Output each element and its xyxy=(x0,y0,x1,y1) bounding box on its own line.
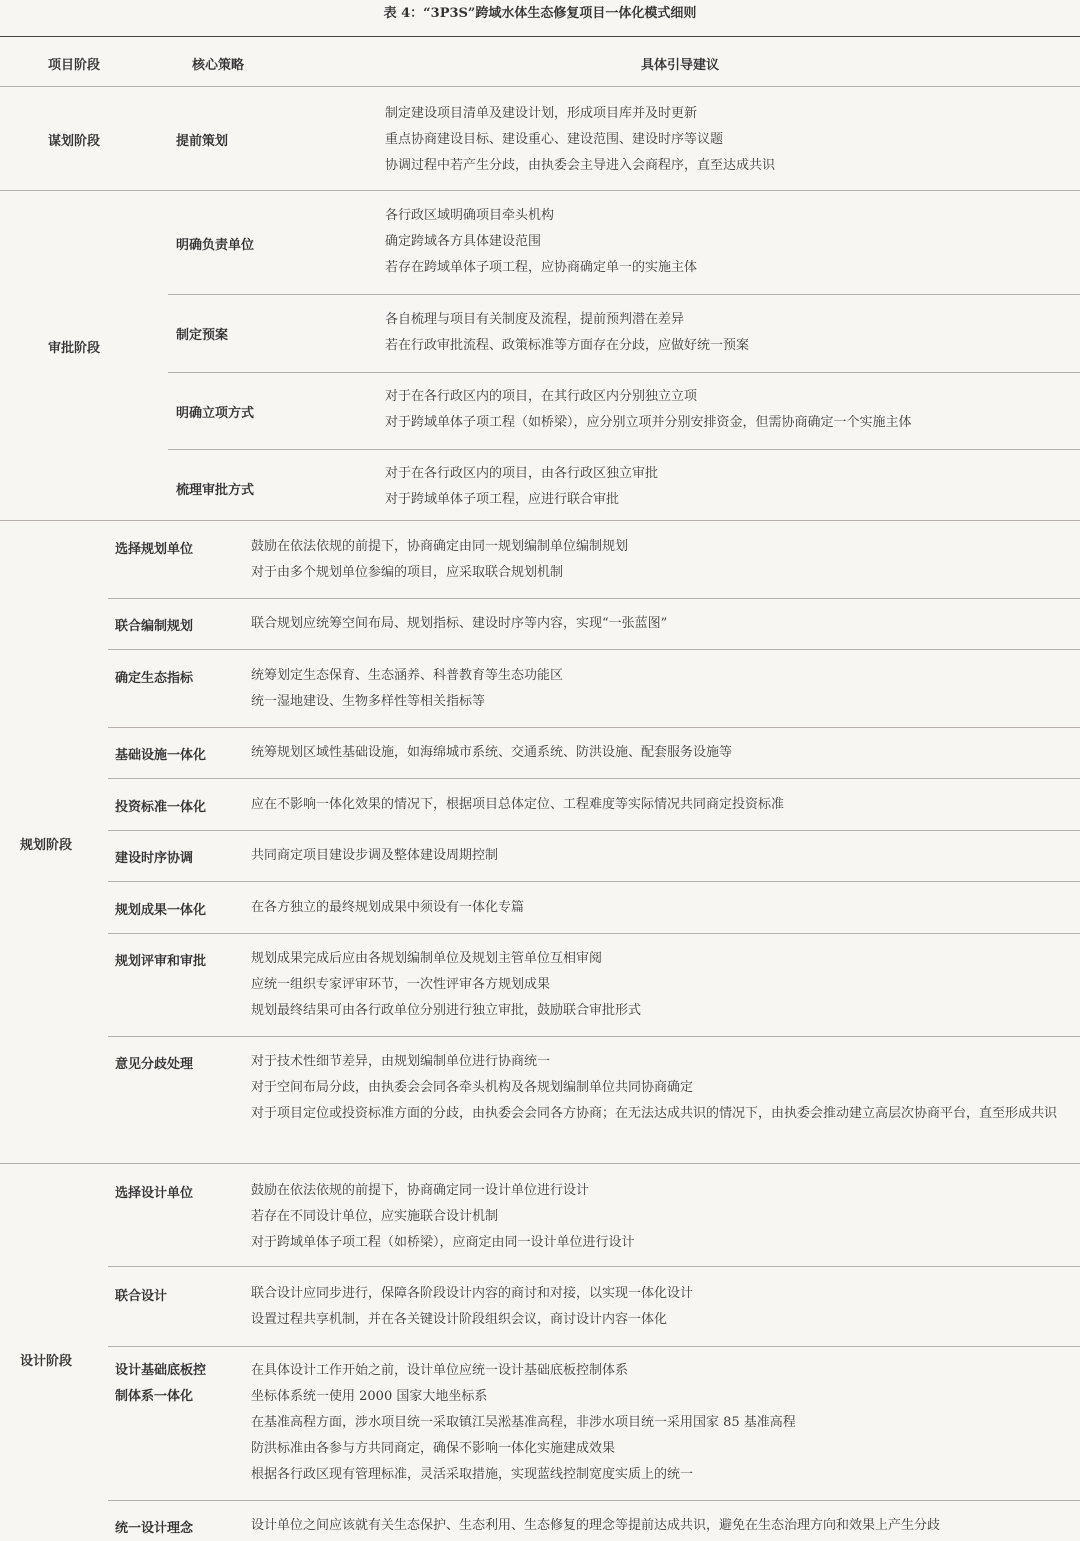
row-divider xyxy=(108,727,1080,728)
row-divider xyxy=(108,1036,1080,1037)
strategy-label-line: 设计基础底板控 xyxy=(115,1363,207,1378)
row-divider xyxy=(108,1500,1080,1501)
recommendation-item: 各行政区域明确项目牵头机构 xyxy=(385,208,555,223)
recommendation-item: 鼓励在依法依规的前提下，协商确定同一设计单位进行设计 xyxy=(251,1183,590,1198)
row-divider xyxy=(108,830,1080,831)
phase-divider xyxy=(0,190,1080,191)
recommendation-item: 应在不影响一体化效果的情况下，根据项目总体定位、工程难度等实际情况共同商定投资标准 xyxy=(251,797,785,812)
recommendation-item: 在各方独立的最终规划成果中须设有一体化专篇 xyxy=(251,900,525,915)
strategy-label-line: 制体系一体化 xyxy=(115,1389,194,1404)
strategy-label: 基础设施一体化 xyxy=(115,748,207,763)
row-divider xyxy=(168,294,1080,295)
recommendation-list xyxy=(251,843,498,869)
recommendation-item: 制定建设项目清单及建设计划，形成项目库并及时更新 xyxy=(385,106,698,121)
recommendation-item: 对于跨域单体子项工程（如桥梁），应商定由同一设计单位进行设计 xyxy=(251,1235,635,1250)
phase-divider xyxy=(0,1163,1080,1164)
recommendation-item: 鼓励在依法依规的前提下，协商确定由同一规划编制单位编制规划 xyxy=(251,539,629,554)
recommendation-item: 对于由多个规划单位参编的项目，应采取联合规划机制 xyxy=(251,565,564,580)
recommendation-list xyxy=(385,101,775,179)
strategy-label: 明确负责单位 xyxy=(176,238,255,253)
recommendation-item: 若存在跨域单体子项工程，应协商确定单一的实施主体 xyxy=(385,260,698,275)
recommendation-item: 重点协商建设目标、建设重心、建设范围、建设时序等议题 xyxy=(385,132,724,147)
strategy-label: 确定生态指标 xyxy=(115,671,194,686)
recommendation-list xyxy=(385,461,658,513)
recommendation-list xyxy=(251,1358,796,1488)
row-divider xyxy=(108,778,1080,779)
recommendation-item: 应统一组织专家评审环节，一次性评审各方规划成果 xyxy=(251,977,551,992)
row-divider xyxy=(108,933,1080,934)
recommendation-item: 规划最终结果可由各行政单位分别进行独立审批，鼓励联合审批形式 xyxy=(251,1003,642,1018)
recommendation-item: 确定跨域各方具体建设范围 xyxy=(385,234,542,249)
recommendation-item: 统筹划定生态保育、生态涵养、科普教育等生态功能区 xyxy=(251,668,564,683)
recommendation-list xyxy=(251,611,667,637)
recommendation-item: 对于项目定位或投资标准方面的分歧，由执委会会同各方协商；在无法达成共识的情况下，由执委会推动建立高层次协商平台，直至形成共识 xyxy=(251,1106,1058,1121)
strategy-label: 投资标准一体化 xyxy=(115,800,207,815)
recommendation-item: 联合设计应同步进行，保障各阶段设计内容的商讨和对接，以实现一体化设计 xyxy=(251,1286,694,1301)
recommendation-item: 防洪标准由各参与方共同商定，确保不影响一体化实施建成效果 xyxy=(251,1441,616,1456)
recommendation-list xyxy=(251,895,524,921)
recommendation-item: 对于跨域单体子项工程（如桥梁），应分别立项并分别安排资金，但需协商确定一个实施主体 xyxy=(385,415,912,430)
recommendation-list xyxy=(251,1513,940,1539)
recommendation-list xyxy=(385,307,749,359)
header-strategy: 核心策略 xyxy=(192,58,245,73)
strategy-label xyxy=(115,1358,206,1410)
recommendation-list xyxy=(251,1281,693,1333)
recommendation-item: 设计单位之间应该就有关生态保护、生态利用、生态修复的理念等提前达成共识，避免在生态治理方向和效果上产生分歧 xyxy=(251,1518,941,1533)
recommendation-item: 对于空间布局分歧，由执委会会同各牵头机构及各规划编制单位共同协商确定 xyxy=(251,1080,694,1095)
header-recommendation: 具体引导建议 xyxy=(641,58,720,73)
row-divider xyxy=(108,1266,1080,1267)
recommendation-item: 坐标体系统一使用 2000 国家大地坐标系 xyxy=(251,1389,488,1404)
recommendation-item: 共同商定项目建设步调及整体建设周期控制 xyxy=(251,848,499,863)
row-divider xyxy=(168,449,1080,450)
recommendation-list xyxy=(251,946,641,1024)
recommendation-item: 统筹规划区域性基础设施，如海绵城市系统、交通系统、防洪设施、配套服务设施等 xyxy=(251,745,733,760)
strategy-label: 规划成果一体化 xyxy=(115,903,207,918)
recommendation-item: 设置过程共享机制，并在各关键设计阶段组织会议，商讨设计内容一体化 xyxy=(251,1312,668,1327)
header-phase: 项目阶段 xyxy=(48,58,101,73)
recommendation-list xyxy=(251,663,563,715)
strategy-label: 提前策划 xyxy=(176,134,229,149)
recommendation-item: 在具体设计工作开始之前，设计单位应统一设计基础底板控制体系 xyxy=(251,1363,629,1378)
recommendation-item: 对于技术性细节差异，由规划编制单位进行协商统一 xyxy=(251,1054,551,1069)
strategy-label: 选择设计单位 xyxy=(115,1186,194,1201)
row-divider xyxy=(108,598,1080,599)
recommendation-item: 联合规划应统筹空间布局、规划指标、建设时序等内容，实现“一张蓝图” xyxy=(251,616,668,631)
strategy-label: 联合编制规划 xyxy=(115,619,194,634)
phase-label: 谋划阶段 xyxy=(48,134,101,149)
recommendation-item: 各自梳理与项目有关制度及流程，提前预判潜在差异 xyxy=(385,312,685,327)
recommendation-list xyxy=(251,534,628,586)
recommendation-item: 若在行政审批流程、政策标准等方面存在分歧，应做好统一预案 xyxy=(385,338,750,353)
strategy-label: 统一设计理念 xyxy=(115,1521,194,1536)
recommendation-list xyxy=(251,792,784,818)
row-divider xyxy=(108,881,1080,882)
phase-label: 规划阶段 xyxy=(20,838,73,853)
recommendation-list xyxy=(251,740,732,766)
recommendation-list xyxy=(251,1178,635,1256)
recommendation-item: 对于在各行政区内的项目，由各行政区独立审批 xyxy=(385,466,659,481)
recommendation-item: 规划成果完成后应由各规划编制单位及规划主管单位互相审阅 xyxy=(251,951,603,966)
table-title: 表 4：“3P3S”跨域水体生态修复项目一体化模式细则 xyxy=(383,6,697,21)
header-rule xyxy=(0,86,1080,87)
recommendation-item: 对于跨域单体子项工程，应进行联合审批 xyxy=(385,492,620,507)
recommendation-list xyxy=(251,1049,1079,1127)
strategy-label: 明确立项方式 xyxy=(176,406,255,421)
recommendation-item: 对于在各行政区内的项目，在其行政区内分别独立立项 xyxy=(385,389,698,404)
strategy-label: 选择规划单位 xyxy=(115,542,194,557)
recommendation-item: 协调过程中若产生分歧，由执委会主导进入会商程序，直至达成共识 xyxy=(385,158,776,173)
row-divider xyxy=(108,649,1080,650)
row-divider xyxy=(168,372,1080,373)
recommendation-item: 根据各行政区现有管理标准，灵活采取措施，实现蓝线控制宽度实质上的统一 xyxy=(251,1467,694,1482)
strategy-label: 规划评审和审批 xyxy=(115,954,207,969)
strategy-label: 梳理审批方式 xyxy=(176,483,255,498)
strategy-label: 意见分歧处理 xyxy=(115,1057,194,1072)
recommendation-item: 统一湿地建设、生物多样性等相关指标等 xyxy=(251,694,486,709)
recommendation-item: 若存在不同设计单位，应实施联合设计机制 xyxy=(251,1209,499,1224)
recommendation-list xyxy=(385,203,697,281)
recommendation-list xyxy=(385,384,912,436)
table-top-rule xyxy=(0,36,1080,37)
recommendation-item: 在基准高程方面，涉水项目统一采取镇江吴淞基准高程，非涉水项目统一采用国家 85 基准高程 xyxy=(251,1415,796,1430)
strategy-label: 制定预案 xyxy=(176,328,229,343)
strategy-label: 建设时序协调 xyxy=(115,851,194,866)
phase-label: 设计阶段 xyxy=(20,1354,73,1369)
row-divider xyxy=(108,1346,1080,1347)
phase-divider xyxy=(0,520,1080,521)
strategy-label: 联合设计 xyxy=(115,1289,168,1304)
phase-label: 审批阶段 xyxy=(48,341,101,356)
